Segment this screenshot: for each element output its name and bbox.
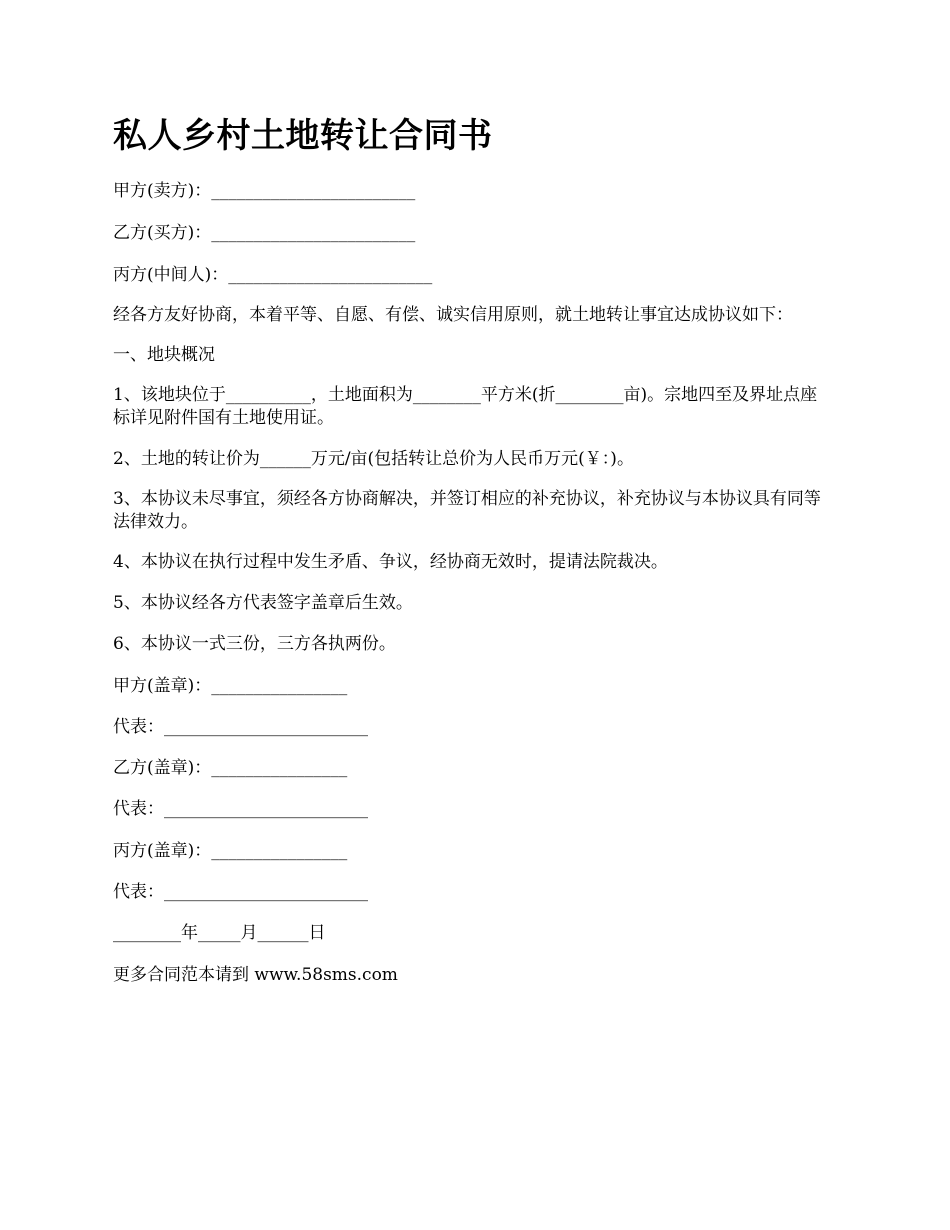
clause-5: 5、本协议经各方代表签字盖章后生效。 [113, 593, 413, 613]
party-b-buyer-line: 乙方(买方)：________________________ [113, 223, 416, 243]
party-a-representative-line: 代表：________________________ [113, 717, 368, 737]
clause-6: 6、本协议一式三份，三方各执两份。 [113, 634, 396, 654]
footer-note: 更多合同范本请到 www.58sms.com [113, 965, 398, 985]
party-b-seal-line: 乙方(盖章)：________________ [113, 758, 348, 778]
party-a-seller-line: 甲方(卖方)：________________________ [113, 181, 416, 201]
clause-1: 1、该地块位于__________，土地面积为________平方米(折________亩)。宗地四至及界址点座标详见附件国有土地使用证。 [113, 385, 818, 428]
clause-4: 4、本协议在执行过程中发生矛盾、争议，经协商无效时，提请法院裁决。 [113, 552, 668, 572]
document-title: 私人乡村土地转让合同书 [113, 116, 493, 156]
party-a-seal-line: 甲方(盖章)：________________ [113, 676, 348, 696]
party-c-intermediary-line: 丙方(中间人)：________________________ [113, 265, 433, 285]
party-c-seal-line: 丙方(盖章)：________________ [113, 841, 348, 861]
party-c-representative-line: 代表：________________________ [113, 882, 368, 902]
party-b-representative-line: 代表：________________________ [113, 799, 368, 819]
intro-paragraph: 经各方友好协商，本着平等、自愿、有偿、诚实信用原则，就土地转让事宜达成协议如下： [113, 305, 793, 325]
section-heading: 一、地块概况 [113, 345, 215, 365]
clause-2: 2、土地的转让价为______万元/亩(包括转让总价为人民币万元(￥：)。 [113, 449, 634, 469]
date-line: ________年_____月______日 [113, 923, 326, 943]
clause-3: 3、本协议未尽事宜，须经各方协商解决，并签订相应的补充协议，补充协议与本协议具有同等法律效力。 [113, 489, 821, 532]
